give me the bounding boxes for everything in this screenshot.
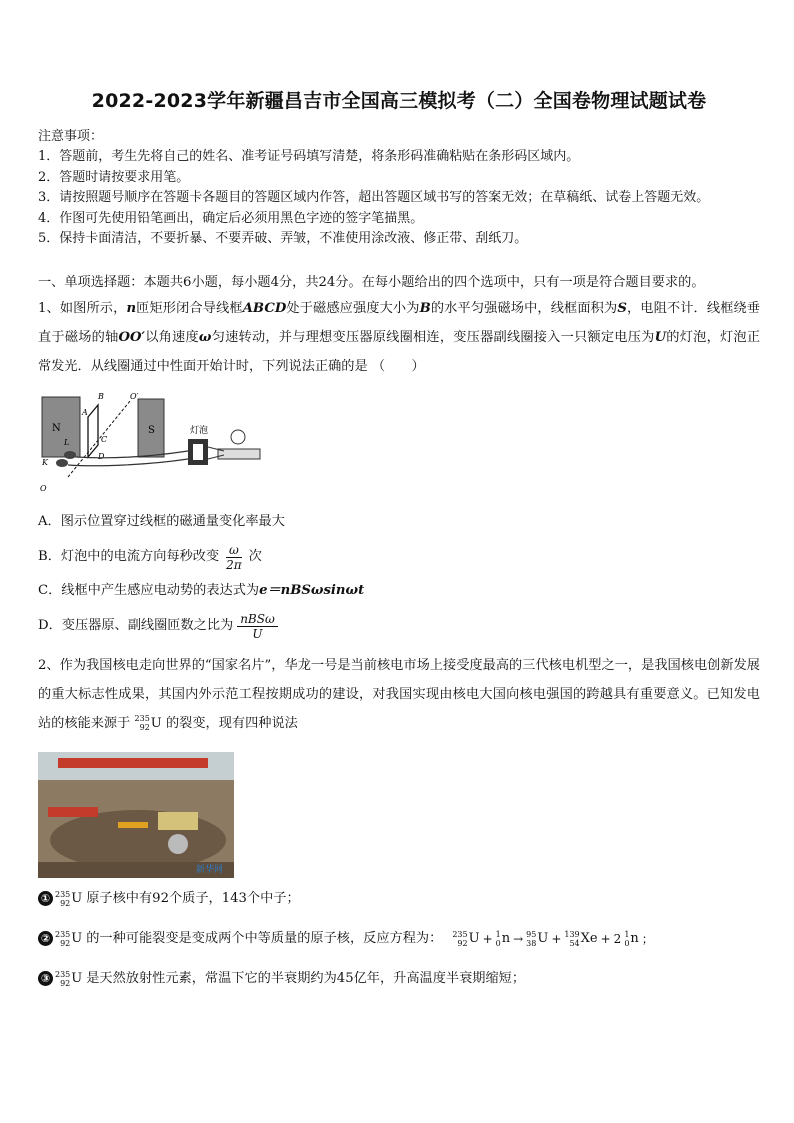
label-d: D: [98, 451, 105, 461]
page-title: 2022-2023学年新疆昌吉市全国高三模拟考（二）全国卷物理试题试卷: [91, 90, 707, 112]
option-d: D．变压器原、副线圈匝数之比为 $\frac{\text{nBSω}}{U}$: [38, 612, 760, 641]
label-a: A: [82, 407, 88, 417]
label-o-prime: O′: [130, 391, 139, 401]
generator-figure: [38, 387, 268, 497]
label-l: L: [64, 437, 70, 447]
statement-3: ③ 235 92 U 是天然放射性元素，常温下它的半衰期约为45亿年，升高温度半衰期缩短；: [38, 968, 760, 990]
nuclide-u235: 235 92 U: [134, 714, 162, 733]
label-s: S: [148, 424, 155, 436]
transformer-core: [193, 444, 203, 460]
option-a: A．图示位置穿过线框的磁通量变化率最大: [38, 513, 285, 529]
slip-ring: [64, 451, 76, 459]
photo-watermark: 新华网: [196, 864, 224, 875]
slip-ring: [56, 459, 68, 467]
section-intro: 一、单项选择题：本题共6小题，每小题4分，共24分。在每小题给出的四个选项中，只有一项是符合题目要求的。: [38, 274, 705, 290]
statement-1: ① 235 92 U 原子核中有92个质子，143个中子；: [38, 888, 760, 910]
label-b: B: [98, 391, 104, 401]
note-item: 5．保持卡面清洁，不要折暴、不要弄破、弄皱，不准使用涂改液、修正带、刮纸刀。: [38, 231, 528, 247]
note-item: 4．作图可先使用铅笔画出，确定后必须用黑色字迹的签字笔描黑。: [38, 210, 424, 226]
coil-frame: [88, 405, 98, 457]
label-c: C: [101, 434, 108, 444]
notes-heading: 注意事项：: [38, 129, 104, 144]
question-2-text: 2、作为我国核电走向世界的“国家名片”，华龙一号是当前核电市场上接受度最高的三代核电机型之一，是我国核电创新发展的重大标志性成果，其国内外示范工程按期成功的建设，对我国实现由核电大国向核电强国的跨越具有重要意义。已知发电站的核能来源于 235 92 U 的裂变，现有四种说法: [38, 651, 760, 738]
construction-photo: [38, 752, 234, 878]
option-c: C．线框中产生感应电动势的表达式为 e＝nBSωsinωt: [38, 582, 365, 598]
note-item: 3．请按照题号顺序在答题卡各题目的答题区域内作答，超出答题区域书写的答案无效；在草稿纸、试卷上答题无效。: [38, 190, 710, 206]
label-k: K: [42, 457, 48, 467]
label-lamp: 灯泡: [190, 425, 209, 436]
label-o: O: [40, 483, 47, 493]
fraction: $\frac{\text{nBSω}}{U}$: [237, 612, 278, 641]
label-n: N: [52, 422, 61, 434]
question-1-text: 1、如图所示，n匝矩形闭合导线框ABCD处于磁感应强度大小为B的水平匀强磁场中，线框面积为S，电阻不计．线框绕垂直于磁场的轴OO′以角速度ω匀速转动，并与理想变压器原线圈相连，变压器副线圈接入一只额定电压为U的灯泡，灯泡正常发光．从线圈通过中性面开始计时，下列说法正确的是 （ ）: [38, 300, 761, 374]
exam-page: [38, 86, 760, 990]
note-item: 1．答题前，考生先将自己的姓名、准考证号码填写清楚，将条形码准确粘贴在条形码区域内。: [38, 149, 580, 164]
lamp-bulb-icon: [231, 430, 245, 444]
fission-equation: 235 92 U + 1 0 n → 95 38 U + 139 54 Xe + 2 1 0 n ；: [452, 929, 654, 948]
option-b: B．灯泡中的电流方向每秒改变 $\frac{\omega}{2\pi}$ 次: [38, 542, 262, 572]
magnet-n-block: [42, 397, 80, 457]
note-item: 2．答题时请按要求用笔。: [38, 169, 190, 185]
wire: [68, 459, 188, 466]
fraction: $\frac{\omega}{2\pi}$: [226, 542, 242, 572]
statement-2: ② 235 92 U 的一种可能裂变是变成两个中等质量的原子核，反应方程为： 235 92 U + 1 0 n → 95 38 U + 139 54 Xe + 2 1 0 n ；: [38, 928, 760, 950]
lamp-base: [218, 449, 260, 459]
